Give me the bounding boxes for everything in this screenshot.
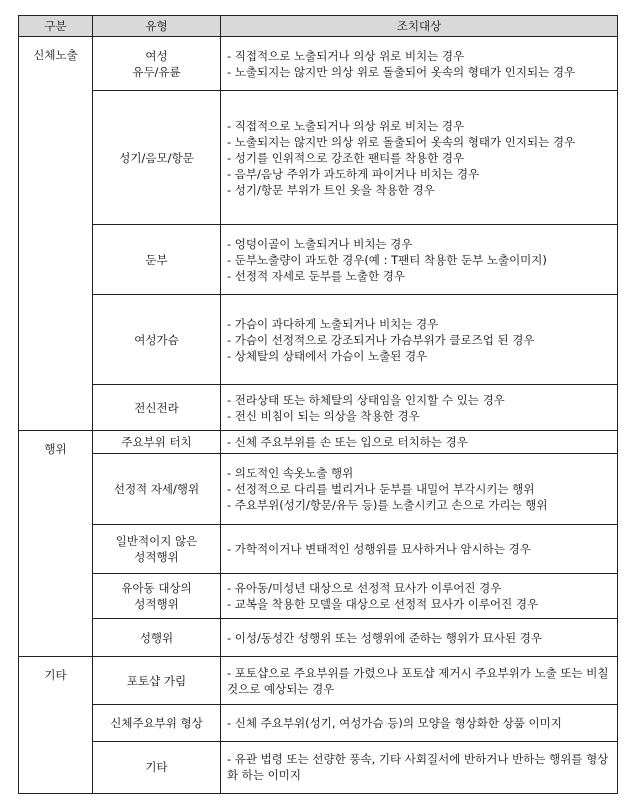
target-item: - 가슴이 선정적으로 강조되거나 가슴부위가 클로즈업 된 경우 [227,332,535,347]
target-item: - 노출되지는 않지만 의상 위로 돌출되어 옷속의 형태가 인지되는 경우 [227,64,576,79]
type-label: 신체주요부위 형상 [110,715,203,730]
table-row [19,37,618,91]
header-type: 유형 [93,16,221,37]
table-row [19,525,618,574]
type-label: 성기/음모/항문 [119,150,194,165]
type-label: 여성 [145,48,168,63]
target-item: - 포토샵으로 주요부위를 가렸으나 포토샵 제거시 주요부위가 노출 또는 비칠 것으로 예상되는 경우 [227,665,613,696]
target-item: - 가슴이 과다하게 노출되거나 비치는 경우 [227,316,439,331]
type-label: 기타 [145,760,168,775]
table-row [19,295,618,385]
table-row [19,741,618,793]
header-row [19,16,618,37]
target-cell [221,619,618,657]
type-label: 주요부위 터치 [121,435,192,450]
target-cell [221,295,618,385]
type-cell [93,225,221,295]
type-label: 성적행위 [134,550,179,565]
table-row [19,431,618,454]
target-item: - 유아동/미성년 대상으로 선정적 묘사가 이루어진 경우 [227,581,502,596]
type-cell [93,37,221,91]
type-cell [93,295,221,385]
target-item: - 직접적으로 노출되거나 의상 위로 비치는 경우 [227,118,465,133]
target-item: - 의도적인 속옷노출 행위 [227,466,354,481]
table-row [19,385,618,431]
type-cell [93,574,221,619]
type-label: 유아동 대상의 [121,581,192,596]
target-item: - 노출되지는 않지만 의상 위로 돌출되어 옷속의 형태가 인지되는 경우 [227,134,576,149]
target-cell [221,574,618,619]
target-cell [221,656,618,704]
target-item: - 신체 주요부위(성기, 여성가슴 등)의 모양을 형상화한 상품 이미지 [227,715,562,730]
type-cell [93,705,221,742]
type-cell [93,454,221,525]
target-item: - 선정적 자세로 둔부를 노출한 경우 [227,268,405,283]
target-item: - 엉덩이골이 노출되거나 비치는 경우 [227,236,413,251]
target-cell [221,705,618,742]
target-item: - 교복을 착용한 모델을 대상으로 선정적 묘사가 이루어진 경우 [227,597,539,612]
target-item: - 음부/음낭 주위가 과도하게 파이거나 비치는 경우 [227,166,480,181]
type-cell [93,656,221,704]
type-label: 여성가슴 [134,332,179,347]
target-item: - 성기/항문 부위가 트인 옷을 착용한 경우 [227,182,435,197]
category-cell: 행위 [19,431,93,657]
target-item: - 전신 비침이 되는 의상을 착용한 경우 [227,408,420,423]
type-label: 성행위 [139,630,174,645]
type-label: 일반적이지 않은 [115,534,198,549]
type-cell [93,619,221,657]
type-label: 성적행위 [134,597,179,612]
target-item: - 주요부위(성기/항문/유두 등)를 노출시키고 손으로 가리는 행위 [227,498,548,513]
target-cell [221,525,618,574]
table-row [19,656,618,704]
target-cell [221,431,618,454]
type-cell [93,525,221,574]
type-cell [93,431,221,454]
table-row [19,705,618,742]
type-cell [93,91,221,225]
header-target: 조치대상 [221,16,618,37]
target-item: - 선정적으로 다리를 벌리거나 둔부를 내밀어 부각시키는 행위 [227,482,535,497]
type-label: 포토샵 가림 [126,673,187,688]
target-cell [221,37,618,91]
target-cell [221,741,618,793]
table-row [19,91,618,225]
table-row [19,619,618,657]
target-cell [221,454,618,525]
target-item: - 이성/동성간 성행위 또는 성행위에 준하는 행위가 묘사된 경우 [227,630,542,645]
target-item: - 상체탈의 상태에서 가슴이 노출된 경우 [227,348,428,363]
target-cell [221,385,618,431]
target-item: - 유관 법령 또는 선량한 풍속, 기타 사회질서에 반하거나 반하는 행위를 형상화 하는 이미지 [227,752,609,783]
target-item: - 신체 주요부위를 손 또는 입으로 터치하는 경우 [227,435,468,450]
target-item: - 전라상태 또는 하체탈의 상태임을 인지할 수 있는 경우 [227,392,505,407]
target-item: - 성기를 인위적으로 강조한 팬티를 착용한 경우 [227,150,465,165]
classification-table [18,15,618,794]
header-category: 구분 [19,16,93,37]
type-label: 전신전라 [134,400,179,415]
type-cell [93,385,221,431]
type-cell [93,741,221,793]
table-body [19,37,618,794]
target-cell [221,225,618,295]
table-row [19,574,618,619]
table-row [19,454,618,525]
target-item: - 직접적으로 노출되거나 의상 위로 비치는 경우 [227,48,465,63]
target-cell [221,91,618,225]
category-cell: 신체노출 [19,37,93,431]
target-item: - 둔부노출량이 과도한 경우(예 : T팬티 착용한 둔부 노출이미지) [227,252,547,267]
table-row [19,225,618,295]
type-label: 둔부 [145,252,168,267]
type-label: 유두/유륜 [132,64,181,79]
target-item: - 가학적이거나 변태적인 성행위를 묘사하거나 암시하는 경우 [227,542,531,557]
type-label: 선정적 자세/행위 [113,482,200,497]
category-cell: 기타 [19,656,93,793]
